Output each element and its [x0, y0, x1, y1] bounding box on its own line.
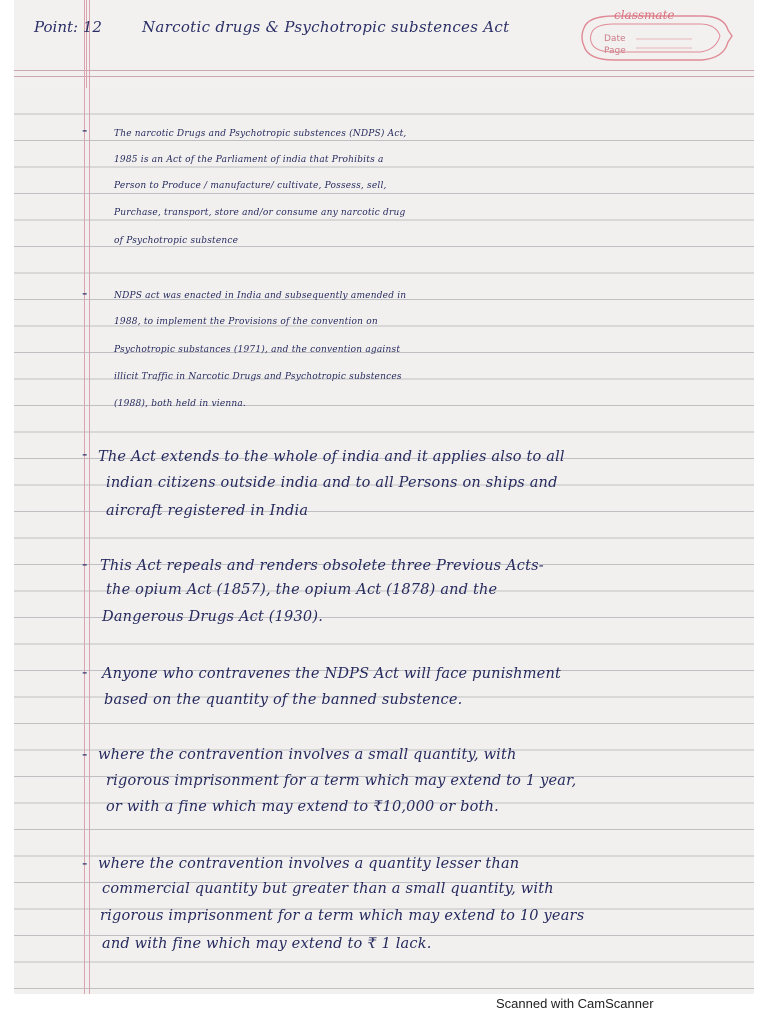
- note-line: commercial quantity but greater than a small quantity, with: [102, 881, 554, 897]
- bullet-mark: -: [82, 283, 88, 302]
- note-line: Dangerous Drugs Act (1930).: [102, 609, 324, 625]
- brand-name: classmate: [614, 8, 675, 22]
- note-line: 1988, to implement the Provisions of the convention on: [114, 317, 378, 327]
- bullet-mark: -: [82, 853, 88, 872]
- note-line: Psychotropic substances (1971), and the convention against: [114, 345, 401, 355]
- note-line: Anyone who contravenes the NDPS Act will face punishment: [102, 666, 562, 682]
- note-line: rigorous imprisonment for a term which may extend to 1 year,: [106, 773, 577, 789]
- bullet-mark: -: [82, 662, 88, 681]
- note-line: (1988), both held in vienna.: [114, 399, 246, 409]
- note-line: The narcotic Drugs and Psychotropic substences (NDPS) Act,: [114, 129, 407, 139]
- scanner-watermark: Scanned with CamScanner: [496, 996, 654, 1011]
- bullet-mark: -: [82, 120, 88, 139]
- note-line: or with a fine which may extend to ₹10,000 or both.: [106, 799, 499, 815]
- notebook-page: [14, 0, 754, 994]
- note-line: and with fine which may extend to ₹ 1 lack.: [102, 936, 432, 952]
- note-line: rigorous imprisonment for a term which may extend to 10 years: [100, 908, 585, 924]
- bullet-mark: -: [82, 444, 88, 463]
- note-line: Person to Produce / manufacture/ cultivate, Possess, sell,: [114, 181, 387, 191]
- note-line: 1985 is an Act of the Parliament of india that Prohibits a: [114, 155, 384, 165]
- note-line: the opium Act (1857), the opium Act (1878) and the: [106, 582, 498, 598]
- margin-line-left: [82, 0, 88, 994]
- page-label: Page: [604, 46, 626, 56]
- note-line: based on the quantity of the banned substence.: [104, 692, 463, 708]
- bullet-mark: -: [82, 744, 88, 763]
- note-line: The Act extends to the whole of india and it applies also to all: [98, 449, 565, 465]
- date-label: Date: [604, 34, 626, 44]
- point-label: Point: 12: [34, 18, 102, 36]
- header-rule-bottom: [14, 76, 754, 77]
- bullet-mark: -: [82, 554, 88, 573]
- note-line: Purchase, transport, store and/or consume any narcotic drug: [114, 208, 406, 218]
- margin-line-right: [89, 0, 90, 994]
- note-line: aircraft registered in India: [106, 503, 309, 519]
- note-line: This Act repeals and renders obsolete three Previous Acts-: [100, 558, 544, 574]
- note-line: where the contravention involves a small quantity, with: [98, 747, 517, 763]
- header-divider: [86, 0, 87, 88]
- page-title: Narcotic drugs & Psychotropic substences Act: [142, 18, 510, 36]
- note-line: NDPS act was enacted in India and subsequently amended in: [114, 291, 407, 301]
- note-line: of Psychotropic substence: [114, 236, 239, 246]
- note-line: indian citizens outside india and to all Persons on ships and: [106, 475, 558, 491]
- note-line: where the contravention involves a quantity lesser than: [98, 856, 520, 872]
- note-line: illicit Traffic in Narcotic Drugs and Psychotropic substences: [114, 372, 402, 382]
